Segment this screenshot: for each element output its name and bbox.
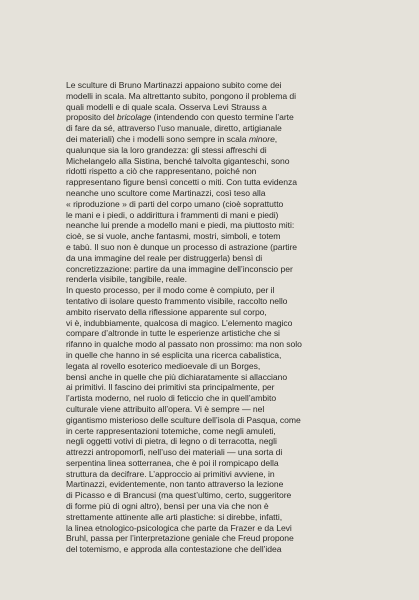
text-segment: renderla visibile, tangibile, reale. xyxy=(66,274,187,285)
text-segment: e tabù. Il suo non è dunque un processo di astrazione (partire xyxy=(66,241,297,252)
text-line xyxy=(66,264,386,275)
text-line xyxy=(66,285,386,296)
text-line xyxy=(66,393,386,404)
text-segment: le mani e i piedi, o addirittura i frammenti di mani e piedi) xyxy=(66,209,279,220)
text-segment: culturale viene attribuito all’opera. Vi è sempre — nel xyxy=(66,403,265,414)
text-segment: neanche uno scultore come Martinazzi, così teso alla xyxy=(66,187,266,198)
text-segment: qualunque sia la loro grandezza: gli stessi affreschi di xyxy=(66,144,267,155)
text-segment: ai primitivi. Il fascino dei primitivi sta principalmente, per xyxy=(66,382,275,393)
text-segment: struttura da decifrare. L’approccio ai primitivi avviene, in xyxy=(66,468,275,479)
text-segment: negli oggetti votivi di pietra, di legno o di terracotta, negli xyxy=(66,436,277,447)
text-line xyxy=(66,426,386,437)
text-segment: la linea etnologico-psicologica che parte da Frazer e da Levi xyxy=(66,522,292,533)
text-line xyxy=(66,91,386,102)
text-segment: del totemismo, e approda alla contestazione che dell’idea xyxy=(66,544,282,555)
text-segment: modelli in scala. Ma altrettanto subito, pongono il problema di xyxy=(66,90,296,101)
text-line xyxy=(66,123,386,134)
text-segment: compare d’altronde in tutte le esperienze artistiche che si xyxy=(66,328,280,339)
text-segment: tentativo di isolare questo frammento visibile, raccolto nello xyxy=(66,295,288,306)
text-segment: « riproduzione » di parti del corpo umano (cioè soprattutto xyxy=(66,198,284,209)
text-line xyxy=(66,145,386,156)
text-line xyxy=(66,210,386,221)
text-segment: da una immagine del reale per distruggerla) bensì di xyxy=(66,252,263,263)
text-line xyxy=(66,156,386,167)
text-line xyxy=(66,134,386,145)
text-segment: Le sculture di Bruno Martinazzi appaiono subito come dei xyxy=(66,80,282,90)
text-segment: rappresentano figure bensì concetti o miti. Con tutta evidenza xyxy=(66,177,297,188)
text-segment: attrezzi antropomorfi, nell’uso dei materiali — una sorta di xyxy=(66,447,283,458)
text-line xyxy=(66,220,386,231)
text-line xyxy=(66,436,386,447)
text-line xyxy=(66,544,386,555)
text-segment: (intendendo con questo termine l’arte xyxy=(151,112,294,123)
text-segment: quali modelli e di quale scala. Osserva Levi Strauss a xyxy=(66,101,267,112)
text-line xyxy=(66,361,386,372)
text-segment: , xyxy=(274,133,278,144)
text-line xyxy=(66,404,386,415)
text-line xyxy=(66,188,386,199)
text-segment: dei materiali) che i modelli sono sempre in scala xyxy=(66,133,249,144)
body-text xyxy=(66,80,386,555)
italic-term: minore xyxy=(248,133,275,144)
text-segment: rifanno in qualche modo al passato non prossimo: ma non solo xyxy=(66,339,302,350)
text-segment: Bruhl, passa per l’interpretazione geniale che Freud propone xyxy=(66,533,294,544)
text-segment: ridotti rispetto a ciò che rappresentano, poiché non xyxy=(66,166,257,177)
text-line xyxy=(66,328,386,339)
text-line xyxy=(66,177,386,188)
text-line xyxy=(66,372,386,383)
text-line xyxy=(66,307,386,318)
text-line xyxy=(66,512,386,523)
text-segment: neanche lui prende a modello mani e piedi, ma piuttosto miti: xyxy=(66,220,295,231)
text-segment: in certe rappresentazioni totemiche, come negli amuleti, xyxy=(66,425,276,436)
text-line xyxy=(66,533,386,544)
text-line xyxy=(66,501,386,512)
text-line xyxy=(66,382,386,393)
italic-term: bricolage xyxy=(116,112,152,123)
text-segment: ambito riservato della riflessione apparente sul corpo, xyxy=(66,306,267,317)
text-line xyxy=(66,253,386,264)
text-line xyxy=(66,447,386,458)
text-segment: serpentina linea sotterranea, che è poi il rompicapo della xyxy=(66,457,279,468)
text-line xyxy=(66,469,386,480)
text-line xyxy=(66,199,386,210)
text-line xyxy=(66,318,386,329)
text-line xyxy=(66,296,386,307)
text-segment: gigantismo misterioso delle sculture dell’isola di Pasqua, come xyxy=(66,414,301,425)
text-segment: di forme più di ogni altro), bensì per una via che non è xyxy=(66,501,269,512)
text-line xyxy=(66,479,386,490)
text-segment: strettamente attinente alle arti plastiche: si direbbe, infatti, xyxy=(66,511,283,522)
text-line xyxy=(66,166,386,177)
text-line xyxy=(66,339,386,350)
text-line xyxy=(66,458,386,469)
text-segment: in quelle che hanno in sé esplicita una ricerca cabalistica, xyxy=(66,349,282,360)
text-line xyxy=(66,274,386,285)
text-segment: concretizzazione: partire da una immagine dell’inconscio per xyxy=(66,263,293,274)
text-line xyxy=(66,231,386,242)
text-segment: cioè, se si vuole, anche fantasmi, mostri, simboli, e totem xyxy=(66,231,281,242)
text-line xyxy=(66,523,386,534)
text-segment: legata al rovello esoterico medioevale di un Borges, xyxy=(66,360,261,371)
text-line xyxy=(66,415,386,426)
text-segment: proposito del xyxy=(66,112,117,123)
text-segment: Martinazzi, evidentemente, non tanto attraverso la lezione xyxy=(66,479,284,490)
text-line xyxy=(66,490,386,501)
text-segment: di Picasso e di Brancusi (ma quest’ultimo, certo, suggeritore xyxy=(66,490,292,501)
text-line xyxy=(66,102,386,113)
text-segment: vi è, indubbiamente, qualcosa di magico. L’elemento magico xyxy=(66,317,293,328)
text-line xyxy=(66,80,386,91)
text-segment: l’artista moderno, nel ruolo di feticcio che in quell’ambito xyxy=(66,393,277,404)
text-segment: Michelangelo alla Sistina, benché talvolta giganteschi, sono xyxy=(66,155,290,166)
text-segment: di fare da sé, attraverso l’uso manuale, diretto, artigianale xyxy=(66,123,282,134)
text-segment: In questo processo, per il modo come è compiuto, per il xyxy=(66,285,275,296)
text-line xyxy=(66,112,386,123)
text-segment: bensì anche in quelle che più dichiaratamente si allacciano xyxy=(66,371,288,382)
text-line xyxy=(66,350,386,361)
text-line xyxy=(66,242,386,253)
